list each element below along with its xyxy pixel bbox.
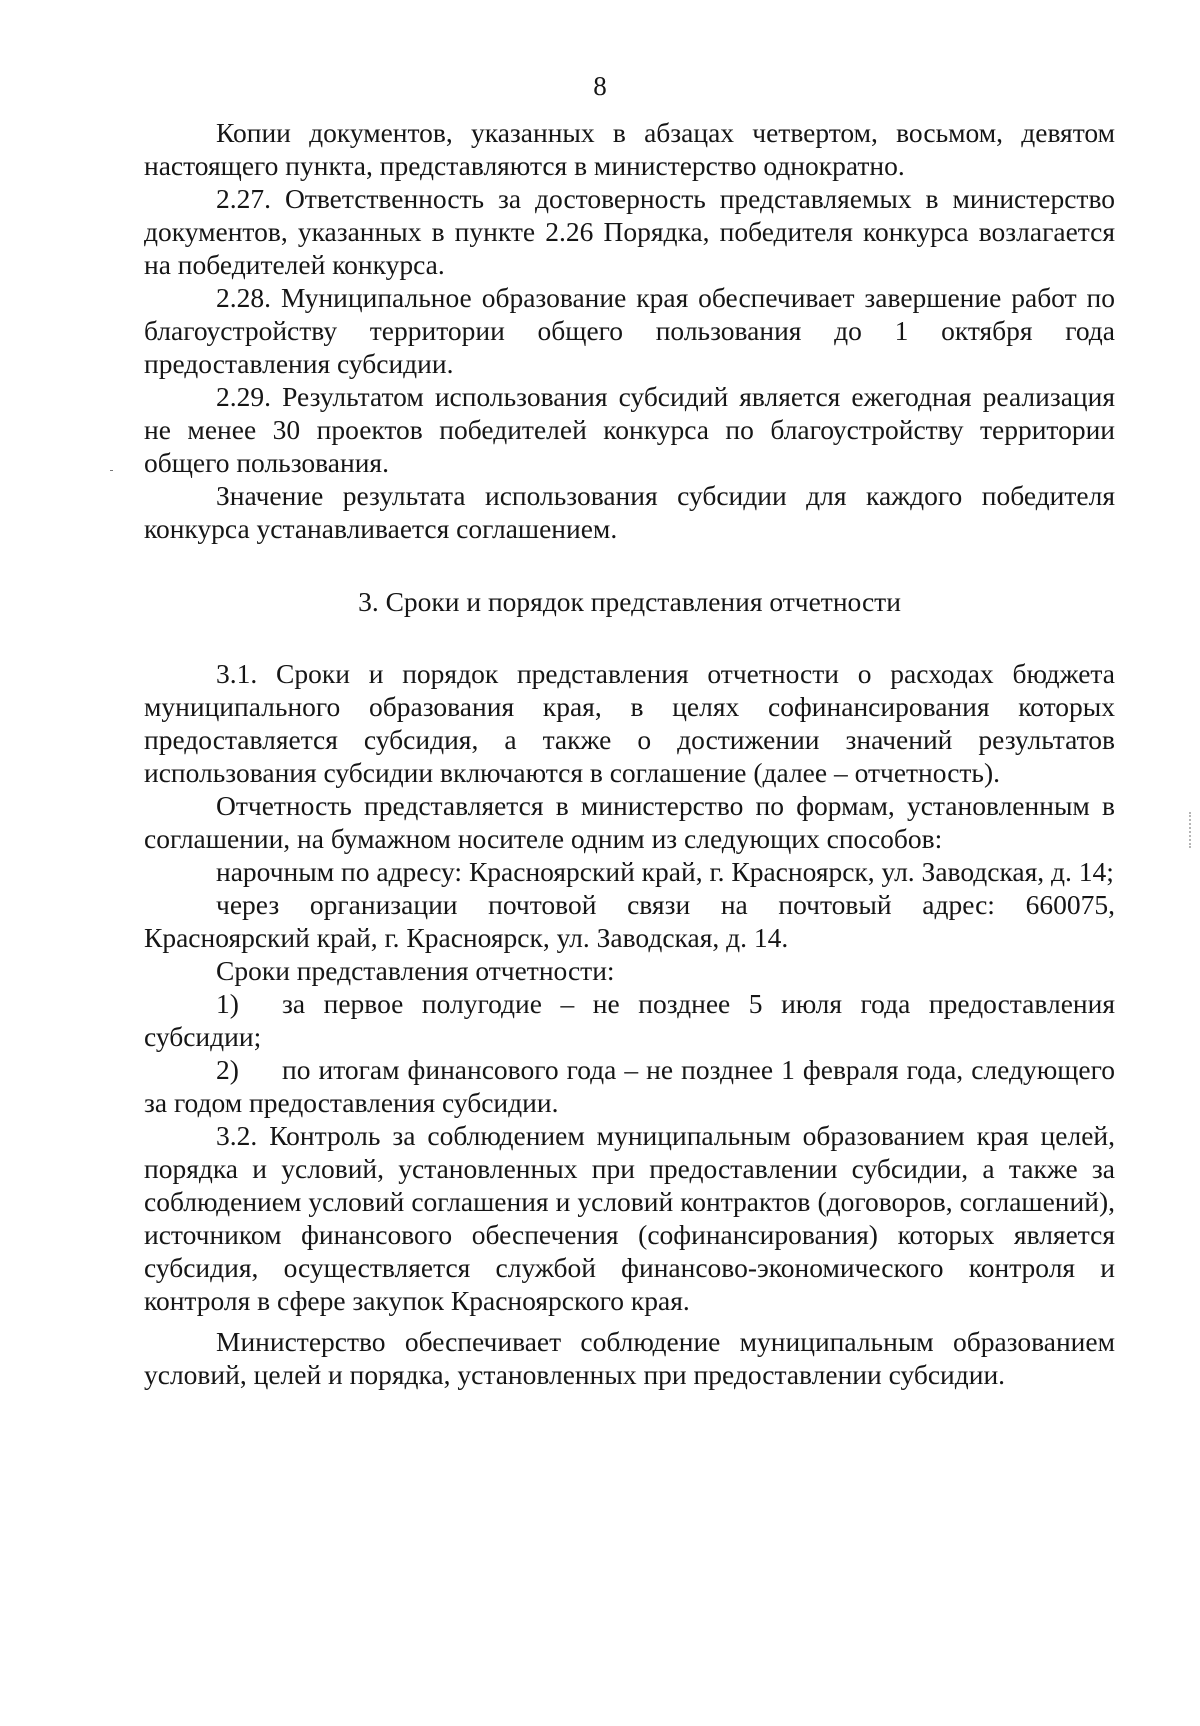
scan-edge-mark	[1189, 812, 1194, 848]
list-item-number: 1)	[216, 988, 239, 1019]
paragraph-gap	[144, 1317, 1115, 1325]
paragraph-reporting-forms: Отчетность представляется в министерство по формам, установленным в соглашении, на бумажном носителе одним из следующих способов:	[144, 790, 1115, 854]
paragraph-3-2: 3.2. Контроль за соблюдением муниципальным образованием края целей, порядка и условий, установленных при предоставлении субсидии, а также за соблюдением условий соглашения и условий контрактов (договоров, соглашений), источником финансового обеспечения (софинансирования) которых является субсидия, осуществляется службой финансово-экономического контроля и контроля в сфере закупок Красноярского края.	[144, 1120, 1115, 1316]
section-heading: 3. Сроки и порядок представления отчетности	[358, 586, 901, 617]
list-item-deadline-2	[144, 1053, 1115, 1119]
paragraph-copies: Копии документов, указанных в абзацах четвертом, восьмом, девятом настоящего пункта, представляются в министерство однократно.	[144, 117, 1115, 181]
list-item-deadline-1	[144, 987, 1115, 1053]
paragraph-2-28: 2.28. Муниципальное образование края обеспечивает завершение работ по благоустройству территории общего пользования до 1 октября года предоставления субсидии.	[144, 282, 1115, 379]
paragraph-deadlines-intro: Сроки представления отчетности:	[216, 955, 615, 986]
list-item-number: 2)	[216, 1054, 239, 1085]
paragraph-2-27: 2.27. Ответственность за достоверность представляемых в министерство документов, указанных в пункте 2.26 Порядка, победителя конкурса возлагается на победителей конкурса.	[144, 183, 1115, 280]
page-number: 8	[593, 71, 607, 101]
list-item-text: за первое полугодие – не позднее 5 июля года предоставления субсидии;	[144, 988, 1115, 1052]
paragraph-2-29: 2.29. Результатом использования субсидий является ежегодная реализация не менее 30 проектов победителей конкурса по благоустройству территории общего пользования.	[144, 381, 1115, 478]
paragraph-postal-address: через организации почтовой связи на почтовый адрес: 660075, Красноярский край, г. Красноярск, ул. Заводская, д. 14.	[144, 889, 1115, 953]
document-body	[144, 116, 1115, 1391]
paragraph-3-1: 3.1. Сроки и порядок представления отчетности о расходах бюджета муниципального образования края, в целях софинансирования которых предоставляется субсидия, а также о достижении значений результатов использования субсидии включаются в соглашение (далее – отчетность).	[144, 658, 1115, 788]
scan-mark	[110, 470, 113, 471]
paragraph-ministry-ensures: Министерство обеспечивает соблюдение муниципальным образованием условий, целей и порядка, установленных при предоставлении субсидии.	[144, 1326, 1115, 1390]
list-item-text: по итогам финансового года – не позднее 1 февраля года, следующего за годом предоставления субсидии.	[144, 1054, 1115, 1118]
paragraph-courier-address: нарочным по адресу: Красноярский край, г. Красноярск, ул. Заводская, д. 14;	[216, 856, 1114, 887]
paragraph-result-value: Значение результата использования субсидии для каждого победителя конкурса устанавливается соглашением.	[144, 480, 1115, 544]
